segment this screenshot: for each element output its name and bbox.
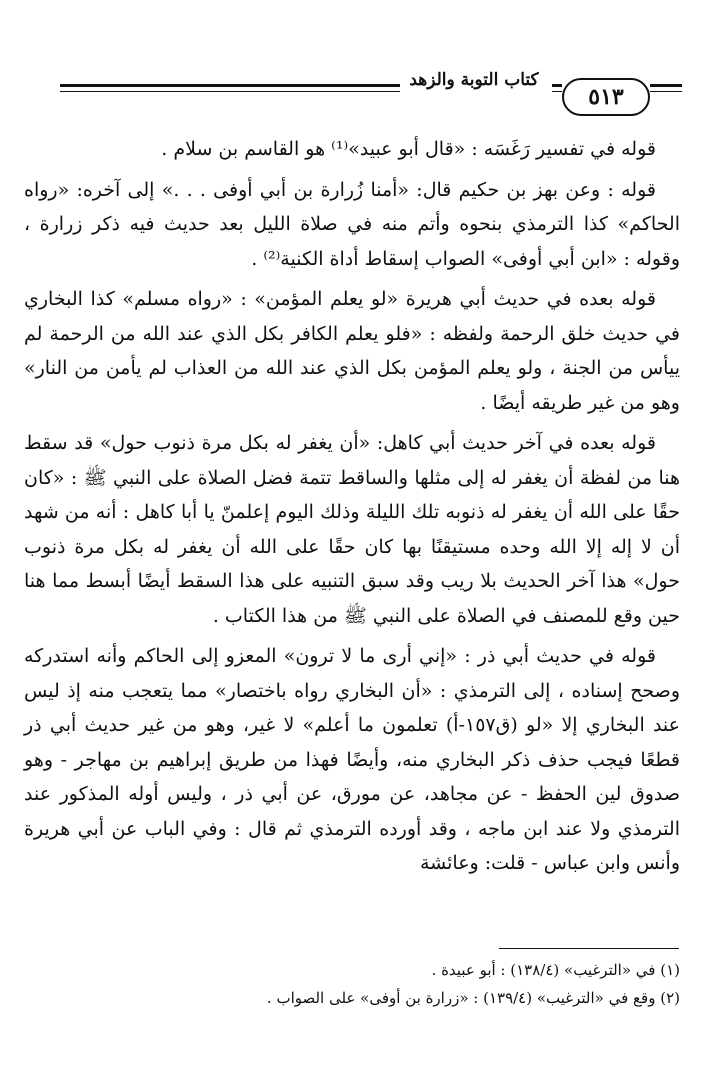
page-number: ٥١٣ (562, 78, 650, 116)
header-rule-mid-top (552, 84, 562, 87)
footnotes (24, 956, 680, 1012)
header-rule-left-bottom (60, 91, 400, 92)
paragraph-3: قوله بعده في حديث أبي هريرة «لو يعلم المؤمن» : «رواه مسلم» كذا البخاري في حديث خلق الرحمة ولفظه : «فلو يعلم الكافر بكل الذي عند الله من الرحمة لم ييأس من الجنة ، ولو يعلم المؤمن بكل الذي عند الله من العذاب لم يأمن من النار» وهو من غير طريقه أيضًا . (24, 288, 680, 414)
paragraph-1: قوله في تفسير رَغَسَه : «قال أبو عبيد»⁽¹⁾ هو القاسم بن سلام . (161, 138, 656, 160)
main-text (24, 132, 680, 881)
footnote-1: (١) في «الترغيب» (١٣٨/٤) : أبو عبيدة . (431, 961, 680, 979)
header-rule-left-top (60, 84, 400, 87)
page-header (0, 70, 703, 126)
footnote-separator (499, 948, 679, 949)
header-rule-right-top (650, 84, 682, 87)
paragraph-5: قوله في حديث أبي ذر : «إني أرى ما لا ترون» المعزو إلى الحاكم وأنه استدركه وصحح إسناده ، إلى الترمذي : «أن البخاري رواه باختصار» مما يتعجب منه إذ ليس عند البخاري إلا «لو (ق١٥٧-أ) تعلمون ما أعلم» لا غير، وهو من غير حديث أبي ذر قطعًا فيجب حذف ذكر البخاري منه، وأيضًا فهذا من طريق إبراهيم بن مهاجر - وهو صدوق لين الحفظ - عن مجاهد، عن مورق، عن أبي ذر ، وليس أوله المذكور عند الترمذي ولا عند ابن ماجه ، وقد أورده الترمذي ثم قال : وفي الباب عن أبي هريرة وأنس وابن عباس - قلت: وعائشة (24, 645, 680, 874)
header-rule-mid-bottom (552, 91, 562, 92)
header-rule-right-bottom (650, 91, 682, 92)
footnote-2: (٢) وقع في «الترغيب» (١٣٩/٤) : «زرارة بن أوفى» على الصواب . (266, 989, 680, 1007)
paragraph-4: قوله بعده في آخر حديث أبي كاهل: «أن يغفر له بكل مرة ذنوب حول» قد سقط هنا من لفظة أن يغفر له إلى مثلها والساقط تتمة فضل الصلاة على النبي ﷺ : «كان حقًا على الله أن يغفر له ذنوبه تلك الليلة وذلك اليوم إعلمنّ يا أبا كاهل : أنه من شهد أن لا إله إلا الله وحده مستيقنًا بها كان حقًا على الله أن يغفر له بكل مرة ذنوب حول» هذا آخر الحديث بلا ريب وقد سبق التنبيه على هذا السقط أيضًا أبسط مما هنا حين وقع للمصنف في الصلاة على النبي ﷺ من هذا الكتاب . (24, 432, 680, 627)
paragraph-2: قوله : وعن بهز بن حكيم قال: «أمنا زُرارة بن أبي أوفى . . .» إلى آخره: «رواه الحاكم» كذا الترمذي بنحوه وأتم منه في صلاة الليل بعد حديث فيه ذكر زرارة ، وقوله : «ابن أبي أوفى» الصواب إسقاط أداة الكنية⁽²⁾ . (24, 178, 680, 270)
book-title: كتاب التوبة والزهد (409, 70, 539, 90)
